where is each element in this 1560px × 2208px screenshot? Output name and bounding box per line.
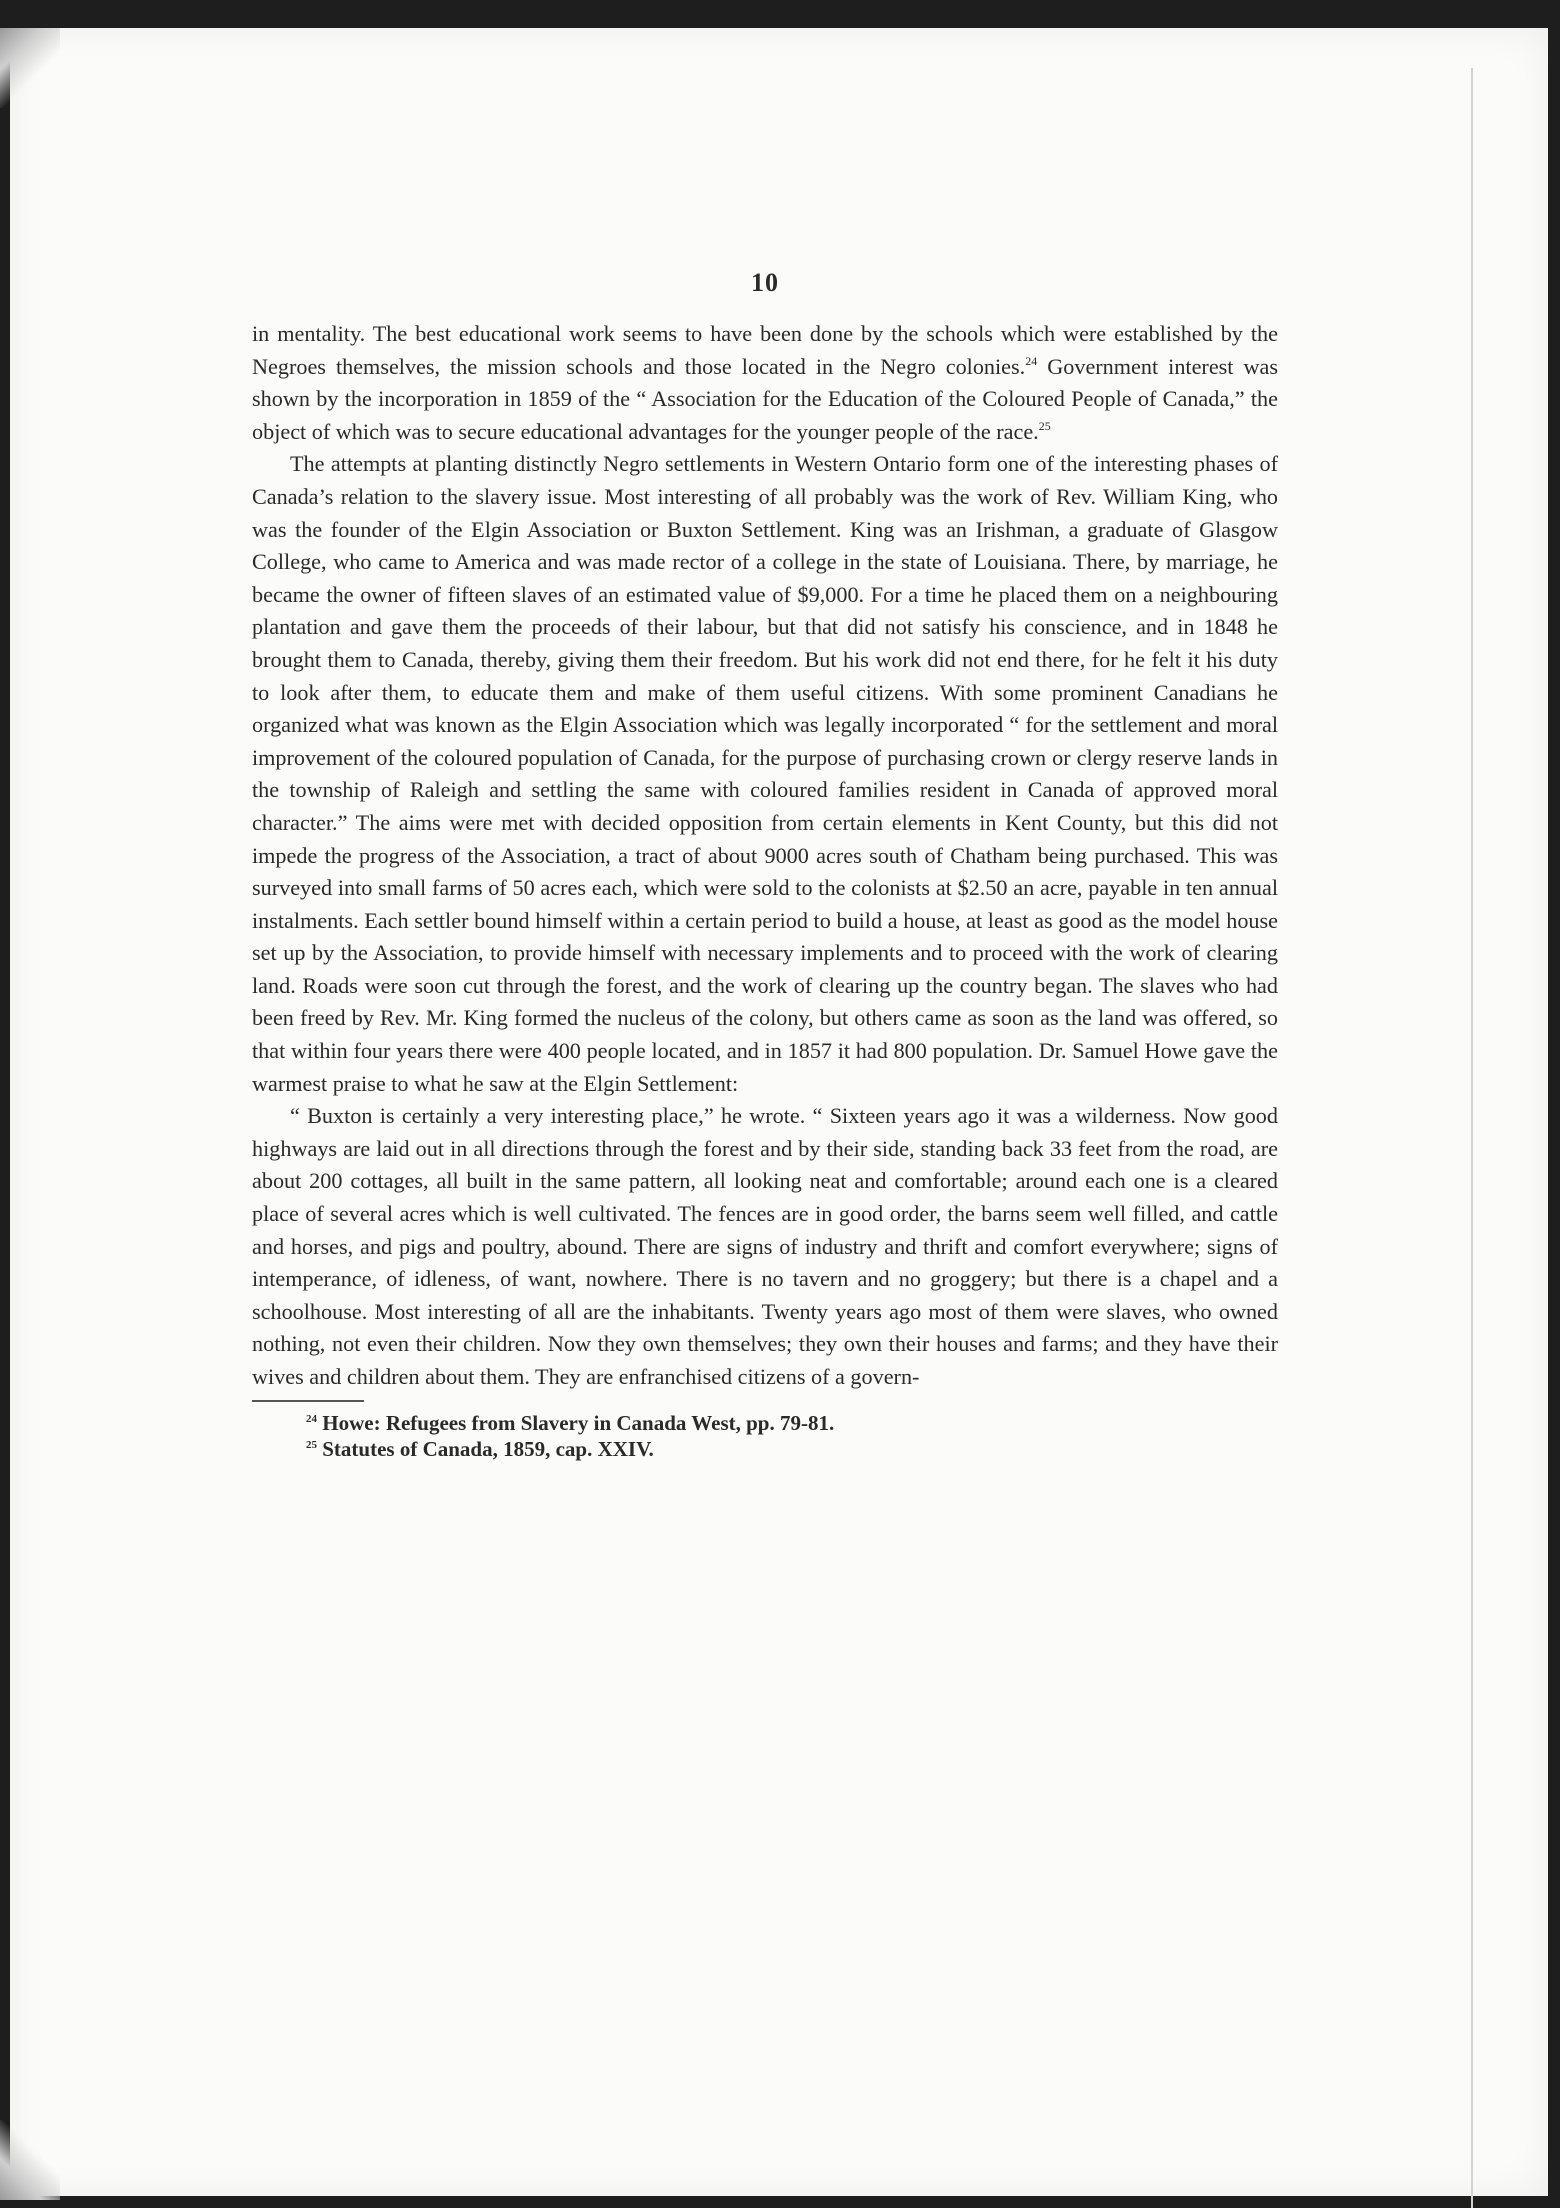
- page-edge-line: [1471, 68, 1473, 2208]
- footnote-marker: 25: [306, 1438, 317, 1451]
- paragraph-text: Government interest was shown by the incorporation in 1859 of the “ Association for the Education of the Coloured People of Canada,” the object of which was to secure educational advantages for the younger people of the race.: [252, 353, 1278, 444]
- paragraph-text: “ Buxton is certainly a very interesting place,” he wrote. “ Sixteen years ago it was a wilderness. Now good highways are laid out in all directions through the forest and by their side, standing back 33 feet from the road, are about 200 cottages, all built in the same pattern, all looking neat and comfortable; around each one is a cleared place of several acres which is well cultivated. The fences are in good order, the barns seem well filled, and cattle and horses, and pigs and poultry, abound. There are signs of industry and thrift and comfort everywhere; signs of intemperance, of idleness, of want, nowhere. There is no tavern and no groggery; but there is a chapel and a schoolhouse. Most interesting of all are the inhabitants. Twenty years ago most of them were slaves, who owned nothing, not even their children. Now they own themselves; they own their houses and farms; and they have their wives and children about them. They are enfranchised citizens of a govern-: [252, 1103, 1278, 1389]
- paragraph: [252, 1100, 1278, 1393]
- page-number: 10: [751, 268, 779, 297]
- footnote-reference: 24: [1025, 353, 1038, 368]
- folded-corner-top-left: [0, 28, 60, 108]
- page-content: [252, 268, 1278, 1462]
- paragraph-text: The attempts at planting distinctly Negro settlements in Western Ontario form one of the interesting phases of Canada’s relation to the slavery issue. Most interesting of all probably was the work of Rev. William King, who was the founder of the Elgin Association or Buxton Settlement. King was an Irishman, a graduate of Glasgow College, who came to America and was made rector of a college in the state of Louisiana. There, by marriage, he became the owner of fifteen slaves of an estimated value of $9,000. For a time he placed them on a neighbouring plantation and gave them the proceeds of their labour, but that did not satisfy his conscience, and in 1848 he brought them to Canada, thereby, giving them their freedom. But his work did not end there, for he felt it his duty to look after them, to educate them and make of them useful citizens. With some prominent Canadians he organized what was known as the Elgin Association which was legally incorporated “ for the settlement and moral improvement of the coloured population of Canada, for the purpose of purchasing crown or clergy reserve lands in the township of Raleigh and settling the same with coloured families resident in Canada of approved moral character.” The aims were met with decided opposition from certain elements in Kent County, but this did not impede the progress of the Association, a tract of about 9000 acres south of Chatham being purchased. This was surveyed into small farms of 50 acres each, which were sold to the colonists at $2.50 an acre, payable in ten annual instalments. Each settler bound himself within a certain period to build a house, at least as good as the model house set up by the Association, to provide himself with necessary implements and to proceed with the work of clearing land. Roads were soon cut through the forest, and the work of clearing up the country began. The slaves who had been freed by Rev. Mr. King formed the nucleus of the colony, but others came as soon as the land was offered, so that within four years there were 400 people located, and in 1857 it had 800 population. Dr. Samuel Howe gave the warmest praise to what he saw at the Elgin Settlement:: [252, 451, 1278, 1096]
- body-text: [252, 318, 1278, 1394]
- footnote-reference: 25: [1038, 418, 1051, 433]
- paragraph: [252, 448, 1278, 1100]
- footnote-text: Statutes of Canada, 1859, cap. XXIV.: [317, 1436, 654, 1461]
- paragraph-text: in mentality. The best educational work seems to have been done by the schools which were established by the Negroes themselves, the mission schools and those located in the Negro colonies.: [252, 321, 1278, 379]
- footnote-divider: [252, 1400, 364, 1402]
- footnote-text: Howe: Refugees from Slavery in Canada West, pp. 79-81.: [317, 1410, 835, 1435]
- folded-corner-bottom-left: [0, 2120, 60, 2200]
- footnotes: [252, 1410, 1278, 1462]
- footnote-marker: 24: [306, 1412, 317, 1425]
- paragraph: [252, 318, 1278, 448]
- footnote: [306, 1436, 1278, 1462]
- footnote: [306, 1410, 1278, 1436]
